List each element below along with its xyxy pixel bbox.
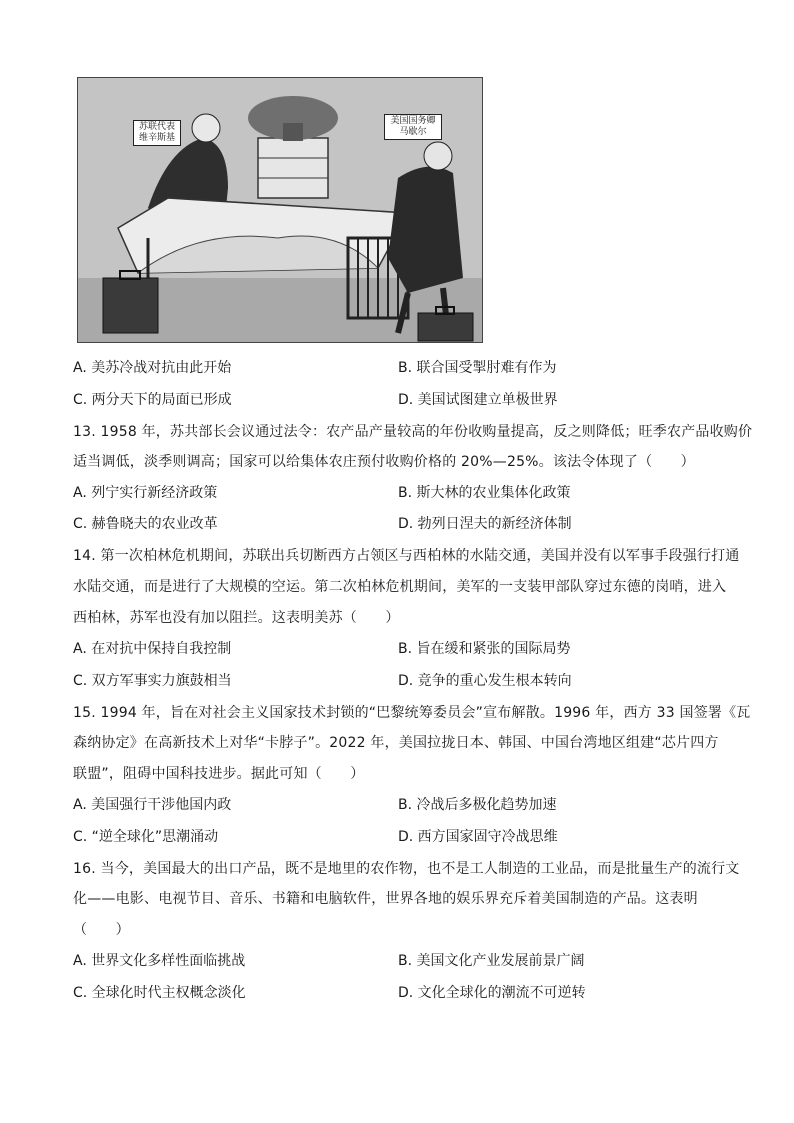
- q16-stem-line1: 16. 当今，美国最大的出口产品，既不是地里的农作物，也不是工人制造的工业品，而是批量生产的流行文: [73, 861, 740, 877]
- q14-option-d[interactable]: D. 竞争的重心发生根本转向: [398, 673, 572, 689]
- caption-us-line1: 美国国务卿: [390, 116, 436, 126]
- q13-option-d[interactable]: D. 勃列日涅夫的新经济体制: [398, 516, 572, 532]
- q16-option-a[interactable]: A. 世界文化多样性面临挑战: [73, 953, 246, 969]
- q15-option-b[interactable]: B. 冷战后多极化趋势加速: [398, 797, 557, 813]
- q13-stem-line2: 适当调低，淡季则调高；国家可以给集体农庄预付收购价格的 20%—25%。该法令体现了（ ）: [73, 454, 695, 470]
- caption-us-secretary: [384, 114, 442, 140]
- q15-stem-line3: 联盟”，阻碍中国科技进步。据此可知（ ）: [73, 766, 365, 782]
- q15-option-a[interactable]: A. 美国强行干涉他国内政: [73, 797, 232, 813]
- q16-option-c[interactable]: C. 全球化时代主权概念淡化: [73, 985, 246, 1001]
- q14-option-b[interactable]: B. 旨在缓和紧张的国际局势: [398, 641, 571, 657]
- q15-stem-line1: 15. 1994 年，旨在对社会主义国家技术封锁的“巴黎统筹委员会”宣布解散。1996 年，西方 33 国签署《瓦: [73, 705, 751, 721]
- q14-stem-line3: 西柏林，苏军也没有加以阻拦。这表明美苏（ ）: [73, 610, 400, 626]
- q14-option-a[interactable]: A. 在对抗中保持自我控制: [73, 641, 232, 657]
- q16-stem-line3: （ ）: [73, 922, 130, 938]
- q14-stem-line1: 14. 第一次柏林危机期间，苏联出兵切断西方占领区与西柏林的水陆交通，美国并没有以军事手段强行打通: [73, 548, 740, 564]
- q12-option-d[interactable]: D. 美国试图建立单极世界: [398, 392, 558, 408]
- q15-option-d[interactable]: D. 西方国家固守冷战思维: [398, 829, 558, 845]
- q12-option-c[interactable]: C. 两分天下的局面已形成: [73, 392, 232, 408]
- q13-option-a[interactable]: A. 列宁实行新经济政策: [73, 485, 218, 501]
- q13-option-c[interactable]: C. 赫鲁晓夫的农业改革: [73, 516, 218, 532]
- q12-option-b[interactable]: B. 联合国受掣肘难有作为: [398, 360, 557, 376]
- caption-soviet-line2: 维辛斯基: [138, 133, 175, 143]
- q16-stem-line2: 化——电影、电视节目、音乐、书籍和电脑软件，世界各地的娱乐界充斥着美国制造的产品。这表明: [73, 891, 698, 907]
- q14-option-c[interactable]: C. 双方军事实力旗鼓相当: [73, 673, 232, 689]
- caption-us-line2: 马歇尔: [399, 127, 427, 137]
- q13-option-b[interactable]: B. 斯大林的农业集体化政策: [398, 485, 571, 501]
- q16-option-b[interactable]: B. 美国文化产业发展前景广阔: [398, 953, 585, 969]
- q12-option-a[interactable]: A. 美苏冷战对抗由此开始: [73, 360, 232, 376]
- q15-stem-line2: 森纳协定》在高新技术上对华“卡脖子”。2022 年，美国拉拢日本、韩国、中国台湾地区组建“芯片四方: [73, 735, 719, 751]
- caption-soviet-rep: [133, 120, 181, 146]
- q13-stem-line1: 13. 1958 年，苏共部长会议通过法令：农产品产量较高的年份收购量提高，反之则降低；旺季农产品收购价: [73, 424, 753, 440]
- q14-stem-line2: 水陆交通，而是进行了大规模的空运。第二次柏林危机期间，美军的一支装甲部队穿过东德的岗哨，进入: [73, 579, 727, 595]
- caption-soviet-line1: 苏联代表: [138, 122, 175, 132]
- cartoon-figure: [77, 77, 483, 343]
- q15-option-c[interactable]: C. “逆全球化”思潮涌动: [73, 829, 219, 845]
- q16-option-d[interactable]: D. 文化全球化的潮流不可逆转: [398, 985, 586, 1001]
